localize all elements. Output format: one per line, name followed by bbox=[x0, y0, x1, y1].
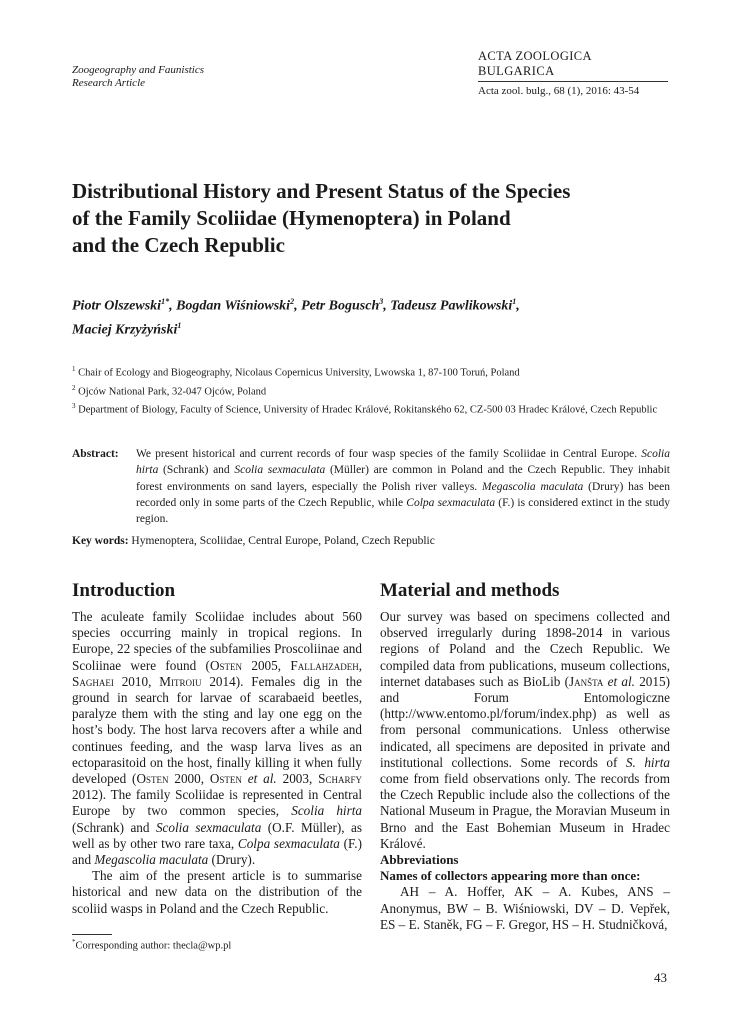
paragraph: The aim of the present article is to summarise historical and new data on the distribution of the scoliid wasps in Poland and the Czech Republic. bbox=[72, 868, 362, 916]
footnote-rule bbox=[72, 934, 112, 935]
author-name: Maciej Krzyżyński bbox=[72, 322, 178, 338]
journal-name: ACTA ZOOLOGICA BULGARICA bbox=[478, 49, 668, 82]
abstract-span: (Drury) has been recorded only in some parts of the Czech Republic, while bbox=[136, 480, 670, 509]
title-line: and the Czech Republic bbox=[72, 233, 285, 257]
abstract-text bbox=[136, 446, 670, 527]
journal-citation: Acta zool. bulg., 68 (1), 2016: 43-54 bbox=[478, 85, 640, 97]
author-affil-mark: 3 bbox=[379, 297, 384, 306]
species-name: S. hirta bbox=[625, 754, 670, 770]
affiliation-text: Department of Biology, Faculty of Science, University of Hradec Králové, Rokitanského 62, CZ-500 03 Hradec Králové, Czech Republic bbox=[78, 404, 658, 416]
paragraph: The aculeate family Scoliidae includes about 560 species occurring mainly in tropical regions. In Europe, 22 species of the subfamilies Proscoliinae and Scoliinae were found (Osten 2005, Fallahzadeh, Saghaei 2010, Mitroiu 2014). Females dig in the ground in search for larvae of scarabaeid beetles, paralyze them with the sting and lay one egg on the host’s body. The host larva recovers after a while and continues feeding, and the wasp larva lives as an ectoparasitoid on the host, finally killing it when fully developed (Osten 2000, Osten et al. 2003, Scharfy 2012). The family Scoliidae is represented in Central Europe by two common species, Scolia hirta (Schrank) and Scolia sexmaculata (O.F. Müller), as well as by other two rare taxa, Colpa sexmaculata (F.) and Megascolia maculata (Drury). bbox=[72, 609, 363, 868]
cited-author: Fallahzadeh bbox=[290, 657, 359, 673]
cited-author: Mitroiu bbox=[159, 673, 202, 689]
abstract-span: (Müller) are common in Poland and the Czech Republic. They inhabit forest environments on sand layers, especially the Polish river valleys. bbox=[136, 464, 670, 493]
author-separator: , bbox=[383, 298, 391, 314]
methods-body bbox=[380, 609, 670, 933]
author-name: Bogdan Wiśniowski bbox=[176, 298, 291, 314]
affiliation-item bbox=[72, 381, 672, 400]
abbreviations-heading: Abbreviations bbox=[380, 852, 459, 868]
page-number: 43 bbox=[654, 970, 667, 985]
cited-author: Osten bbox=[209, 657, 242, 673]
species-name: Scolia sexmaculata bbox=[155, 819, 262, 835]
affiliation-text: Ojców National Park, 32-047 Ojców, Poland bbox=[78, 386, 267, 397]
paragraph: AH – A. Hoffer, AK – A. Kubes, ANS – Anonymus, BW – B. Wiśniowski, DV – D. Vepřek, ES – E. Staněk, FG – F. Gregor, HS – H. Studničková, bbox=[380, 884, 670, 932]
author-list bbox=[72, 292, 672, 339]
keywords-text: Hymenoptera, Scoliidae, Central Europe, Poland, Czech Republic bbox=[128, 535, 435, 547]
species-name: Colpa sexmaculata bbox=[406, 496, 496, 509]
introduction-heading: Introduction bbox=[72, 580, 176, 601]
species-name: Scolia hirta bbox=[291, 803, 362, 819]
abstract-span: (F.) is considered extinct in the study region. bbox=[136, 496, 671, 526]
author-affil-mark: 1 bbox=[177, 320, 182, 330]
methods-heading: Material and methods bbox=[380, 580, 560, 601]
author-separator: , bbox=[516, 298, 520, 314]
cited-author: Saghaei bbox=[72, 673, 114, 689]
author-separator: , bbox=[294, 298, 302, 314]
species-name: Scolia sexmaculata bbox=[234, 464, 326, 477]
section-name: Zoogeography and Faunistics bbox=[72, 64, 204, 76]
footnote-text: Corresponding author: thecla@wp.pl bbox=[75, 940, 232, 952]
cited-author: Osten bbox=[209, 771, 242, 787]
affiliation-item bbox=[72, 362, 672, 381]
cited-author: Janšta bbox=[568, 673, 604, 689]
abstract-span: We present historical and current records of four wasp species of the family Scoliidae in Central Europe. bbox=[136, 448, 642, 460]
author-name: Piotr Olszewski bbox=[72, 298, 162, 314]
affiliation-mark: 3 bbox=[72, 402, 76, 410]
species-name: Scolia hirta bbox=[136, 448, 670, 477]
author-name: Tadeusz Pawlikowski bbox=[390, 298, 513, 314]
section-label bbox=[72, 64, 204, 90]
collectors-heading: Names of collectors appearing more than once: bbox=[380, 868, 641, 884]
keywords bbox=[72, 535, 670, 547]
author-affil-mark: 2 bbox=[290, 297, 295, 306]
abstract bbox=[72, 446, 670, 527]
footnote-mark: * bbox=[72, 938, 76, 946]
author-name: Petr Bogusch bbox=[301, 298, 380, 314]
species-name: Colpa sexmaculata bbox=[237, 835, 340, 851]
abstract-span: (Schrank) and bbox=[158, 464, 235, 477]
introduction-body bbox=[72, 609, 362, 917]
paragraph: Our survey was based on specimens collected and observed irregularly during 1898-2014 in various regions of Poland and the Czech Republic. We compiled data from publications, museum collections, internet databases such as BioLib (Janšta et al. 2015) and Forum Entomologiczne (http://www.entomo.pl/forum/index.php) as well as from personal communications. Unless otherwise indicated, all specimens are deposited in private and institutional collections. Some records of S. hirta come from field observations only. The records from the Czech Republic include also the collections of the National Museum in Prague, the Moravian Museum in Brno and the East Bohemian Museum in Hradec Králové. bbox=[380, 609, 670, 851]
species-name: Megascolia maculata bbox=[482, 480, 584, 493]
footnote bbox=[72, 938, 231, 952]
author-affil-mark: 1* bbox=[161, 297, 170, 306]
affiliations bbox=[72, 362, 672, 418]
affiliation-item bbox=[72, 399, 672, 418]
article-type: Research Article bbox=[72, 77, 146, 89]
abstract-label: Abstract: bbox=[72, 448, 119, 460]
journal-header bbox=[478, 49, 668, 97]
author-affil-mark: 1 bbox=[512, 297, 517, 306]
species-name: Megascolia maculata bbox=[94, 852, 209, 868]
affiliation-mark: 2 bbox=[72, 383, 76, 392]
article-title bbox=[72, 178, 672, 259]
title-line: Distributional History and Present Status of the Species bbox=[72, 179, 571, 203]
author-separator: , bbox=[169, 298, 177, 314]
affiliation-text: Chair of Ecology and Biogeography, Nicolaus Copernicus University, Lwowska 1, 87-100 Toruń, Poland bbox=[78, 367, 520, 379]
affiliation-mark: 1 bbox=[72, 365, 76, 373]
cited-author: Scharfy bbox=[318, 771, 362, 787]
keywords-label: Key words: bbox=[72, 535, 129, 547]
title-line: of the Family Scoliidae (Hymenoptera) in Poland bbox=[72, 206, 511, 230]
cited-author: Osten bbox=[136, 771, 169, 787]
